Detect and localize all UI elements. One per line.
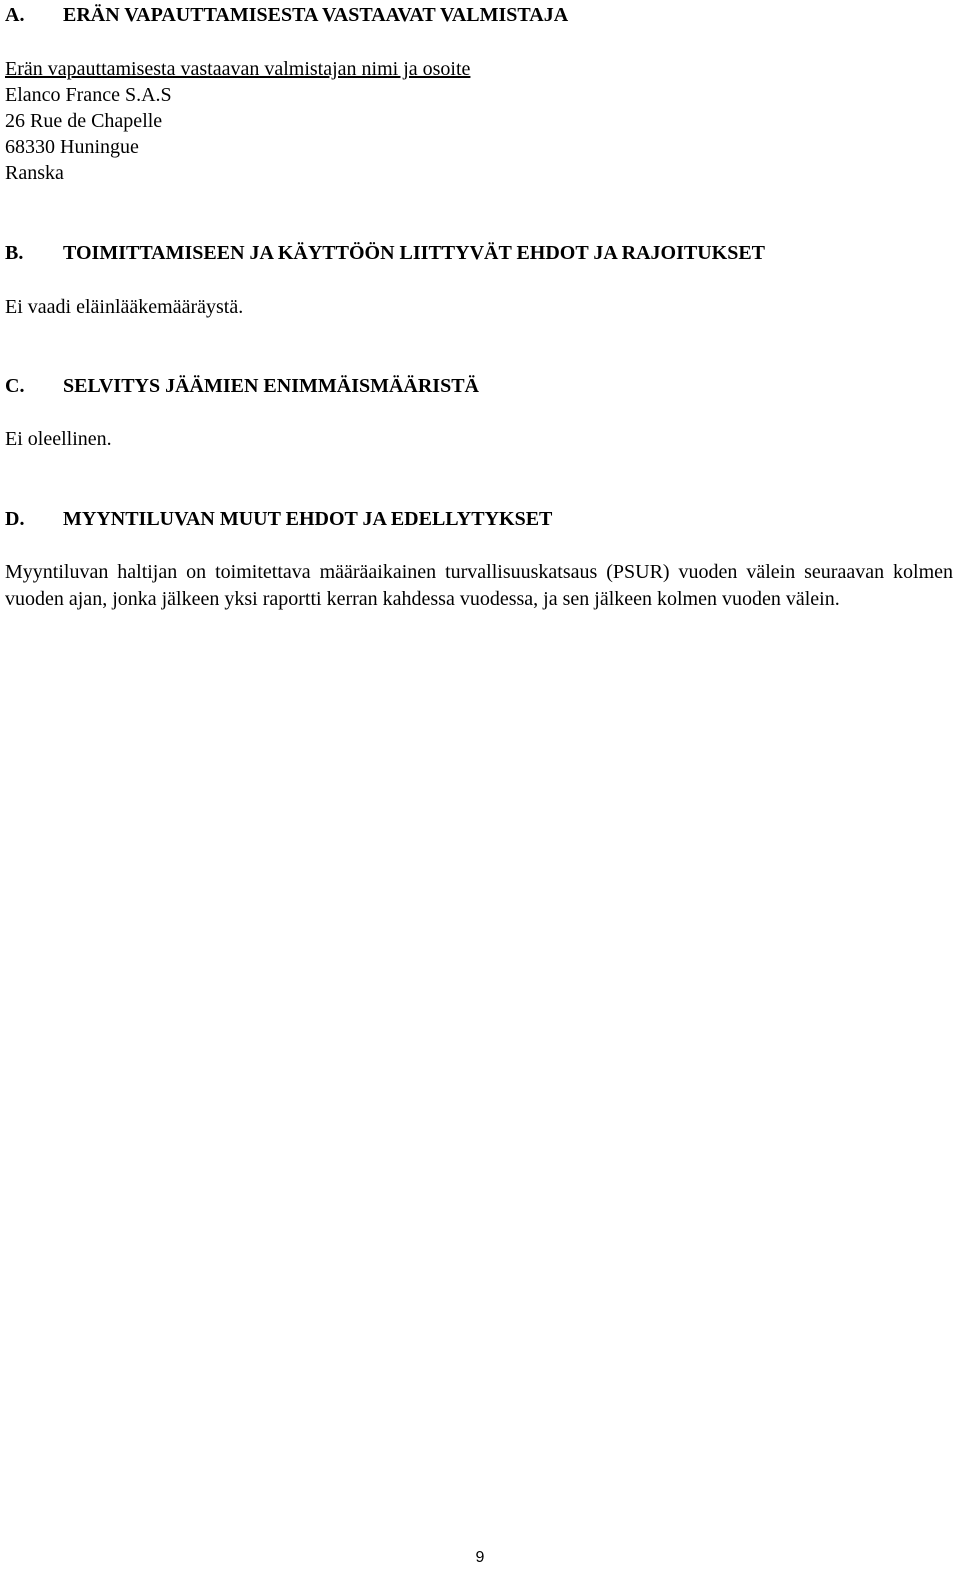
address-line-3: 68330 Huningue <box>5 136 139 158</box>
section-b-letter: B. <box>5 242 24 264</box>
section-a-heading <box>5 2 568 28</box>
section-d-text: Myyntiluvan haltijan on toimitettava määräaikainen turvallisuuskatsaus (PSUR) vuoden välein seuraavan kolmen vuoden ajan, jonka jälkeen yksi raportti kerran kahdessa vuodessa, ja sen jälkeen kolmen vuoden välein. <box>5 561 953 610</box>
manufacturer-subheading: Erän vapauttamisesta vastaavan valmistajan nimi ja osoite <box>5 58 471 80</box>
section-d-heading <box>5 506 552 532</box>
address-line-2: 26 Rue de Chapelle <box>5 110 163 132</box>
section-a-letter: A. <box>5 4 25 26</box>
section-b-heading <box>5 240 765 266</box>
section-b-text: Ei vaadi eläinlääkemääräystä. <box>5 296 244 318</box>
address-line-4: Ranska <box>5 162 64 184</box>
section-d-title: MYYNTILUVAN MUUT EHDOT JA EDELLYTYKSET <box>63 508 553 530</box>
section-a-title: ERÄN VAPAUTTAMISESTA VASTAAVAT VALMISTAJA <box>63 4 569 26</box>
section-c-letter: C. <box>5 375 25 397</box>
section-c-heading <box>5 373 479 399</box>
address-line-1: Elanco France S.A.S <box>5 84 172 106</box>
section-d-letter: D. <box>5 508 25 530</box>
section-c-text: Ei oleellinen. <box>5 428 112 450</box>
section-c-title: SELVITYS JÄÄMIEN ENIMMÄISMÄÄRISTÄ <box>63 375 479 397</box>
section-b-title: TOIMITTAMISEEN JA KÄYTTÖÖN LIITTYVÄT EHDOT JA RAJOITUKSET <box>63 242 766 264</box>
page-number: 9 <box>475 1549 485 1566</box>
